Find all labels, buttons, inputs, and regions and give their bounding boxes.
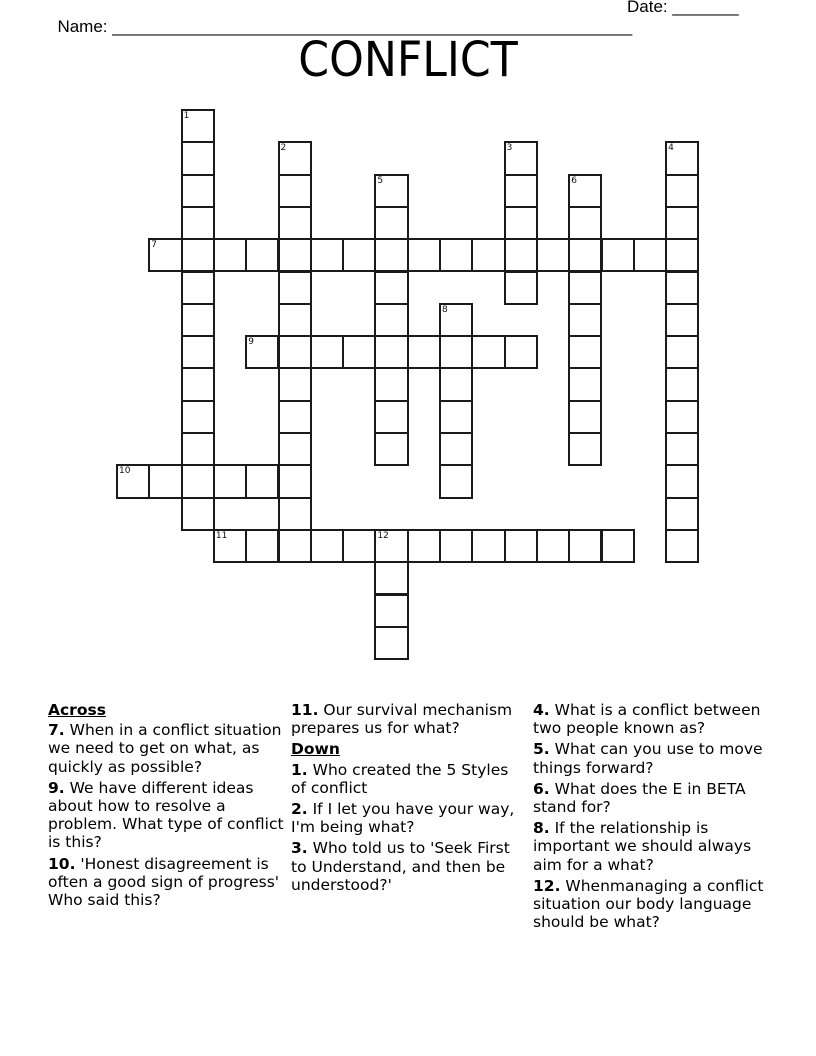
grid-cell[interactable] bbox=[601, 529, 635, 563]
clue-text: 'Honest disagreement is often a good sign of progress' Who said this? bbox=[48, 854, 280, 910]
grid-cell[interactable] bbox=[665, 271, 699, 305]
clue-down-5 bbox=[533, 740, 769, 776]
clue-text: What can you use to move things forward? bbox=[533, 740, 763, 777]
grid-cell[interactable] bbox=[181, 271, 215, 305]
grid-cell[interactable] bbox=[374, 206, 408, 240]
grid-cell[interactable] bbox=[278, 367, 312, 401]
grid-cell[interactable] bbox=[278, 303, 312, 337]
grid-cell[interactable] bbox=[407, 238, 441, 272]
grid-cell[interactable] bbox=[665, 529, 699, 563]
grid-cell[interactable] bbox=[633, 238, 667, 272]
grid-cell[interactable] bbox=[181, 206, 215, 240]
grid-cell[interactable] bbox=[278, 432, 312, 466]
clue-number-label: 9 bbox=[248, 337, 254, 348]
clue-text: Who told us to 'Seek First to Understand, and then be understood?' bbox=[291, 839, 510, 894]
grid-cell[interactable] bbox=[665, 303, 699, 337]
clue-down-4 bbox=[533, 701, 769, 737]
clue-number: 4. bbox=[533, 701, 550, 719]
puzzle-title: CONFLICT bbox=[298, 32, 518, 88]
clue-down-6 bbox=[533, 780, 769, 816]
clue-down-3 bbox=[291, 839, 527, 894]
grid-cell[interactable] bbox=[568, 335, 602, 369]
grid-cell[interactable] bbox=[568, 529, 602, 563]
clue-number-label: 1 bbox=[183, 111, 190, 121]
grid-cell[interactable] bbox=[439, 464, 473, 498]
grid-cell[interactable] bbox=[407, 335, 441, 369]
clue-text: What does the E in BETA stand for? bbox=[533, 779, 746, 817]
grid-cell[interactable] bbox=[213, 464, 247, 498]
clue-text: If the relationship is important we should always aim for a what? bbox=[533, 819, 752, 874]
grid-cell[interactable] bbox=[181, 109, 215, 143]
grid-cell[interactable] bbox=[148, 464, 182, 498]
grid-cell[interactable] bbox=[374, 271, 408, 305]
clue-number-label: 2 bbox=[280, 143, 287, 154]
clue-down-1 bbox=[291, 761, 527, 797]
grid-cell[interactable] bbox=[278, 335, 312, 369]
grid-cell[interactable] bbox=[181, 238, 215, 272]
clue-down-12 bbox=[533, 877, 769, 932]
grid-cell[interactable] bbox=[278, 497, 312, 531]
grid-cell[interactable] bbox=[504, 174, 538, 208]
grid-cell[interactable] bbox=[568, 174, 602, 208]
grid-cell[interactable] bbox=[536, 238, 570, 272]
grid-cell[interactable] bbox=[278, 206, 312, 240]
grid-cell[interactable] bbox=[471, 529, 505, 563]
clue-number-label: 7 bbox=[151, 240, 158, 251]
grid-cell[interactable] bbox=[665, 367, 699, 401]
grid-cell[interactable] bbox=[568, 238, 602, 272]
grid-cell[interactable] bbox=[568, 432, 602, 466]
clue-number-label: 5 bbox=[377, 175, 384, 186]
clue-number: 1. bbox=[291, 760, 308, 779]
grid-cell[interactable] bbox=[245, 529, 279, 563]
grid-cell[interactable] bbox=[504, 206, 538, 240]
grid-cell[interactable] bbox=[342, 529, 376, 563]
clue-text: We have different ideas about how to resolve a problem. What type of conflict is this? bbox=[48, 778, 284, 852]
clue-across-9 bbox=[48, 779, 284, 852]
clue-text: Our survival mechanism prepares us for what? bbox=[291, 701, 513, 738]
clues-column-2 bbox=[291, 701, 527, 897]
grid-cell[interactable] bbox=[439, 335, 473, 369]
grid-cell[interactable] bbox=[278, 141, 312, 175]
down-heading: Down bbox=[291, 740, 340, 759]
grid-cell[interactable] bbox=[181, 497, 215, 531]
grid-cell[interactable] bbox=[213, 529, 247, 563]
grid-cell[interactable] bbox=[439, 303, 473, 337]
grid-cell[interactable] bbox=[568, 271, 602, 305]
grid-cell[interactable] bbox=[665, 335, 699, 369]
grid-cell[interactable] bbox=[374, 561, 408, 595]
clue-text: What is a conflict between two people known as? bbox=[533, 701, 761, 738]
grid-cell[interactable] bbox=[374, 432, 408, 466]
grid-cell[interactable] bbox=[665, 497, 699, 531]
grid-cell[interactable] bbox=[148, 238, 182, 272]
clue-number-label: 4 bbox=[668, 143, 674, 154]
grid-cell[interactable] bbox=[181, 464, 215, 498]
grid-cell[interactable] bbox=[374, 626, 408, 660]
grid-cell[interactable] bbox=[504, 529, 538, 563]
grid-cell[interactable] bbox=[116, 464, 150, 498]
grid-cell[interactable] bbox=[439, 238, 473, 272]
clue-number: 6. bbox=[533, 779, 550, 798]
clue-number: 12. bbox=[533, 876, 561, 895]
grid-cell[interactable] bbox=[665, 464, 699, 498]
grid-cell[interactable] bbox=[439, 400, 473, 434]
grid-cell[interactable] bbox=[181, 367, 215, 401]
grid-cell[interactable] bbox=[471, 335, 505, 369]
grid-cell[interactable] bbox=[278, 529, 312, 563]
clue-number-label: 6 bbox=[571, 175, 577, 186]
clue-text: If I let you have your way, I'm being what? bbox=[291, 800, 515, 837]
grid-cell[interactable] bbox=[181, 141, 215, 175]
grid-cell[interactable] bbox=[278, 238, 312, 272]
clue-across-7 bbox=[48, 721, 284, 776]
grid-cell[interactable] bbox=[407, 529, 441, 563]
clue-number: 10. bbox=[48, 854, 76, 873]
clue-number: 3. bbox=[291, 839, 308, 858]
grid-cell[interactable] bbox=[278, 271, 312, 305]
grid-cell[interactable] bbox=[374, 529, 408, 563]
clues-column-1 bbox=[48, 701, 284, 912]
grid-cell[interactable] bbox=[504, 271, 538, 305]
clue-number-label: 10 bbox=[119, 466, 131, 477]
grid-cell[interactable] bbox=[181, 303, 215, 337]
grid-cell[interactable] bbox=[310, 529, 344, 563]
grid-cell[interactable] bbox=[439, 367, 473, 401]
grid-cell[interactable] bbox=[181, 174, 215, 208]
grid-cell[interactable] bbox=[439, 432, 473, 466]
grid-cell[interactable] bbox=[245, 464, 279, 498]
grid-cell[interactable] bbox=[181, 432, 215, 466]
grid-cell[interactable] bbox=[536, 529, 570, 563]
grid-cell[interactable] bbox=[471, 238, 505, 272]
grid-cell[interactable] bbox=[568, 400, 602, 434]
grid-cell[interactable] bbox=[568, 303, 602, 337]
clue-across-10 bbox=[48, 855, 284, 910]
clue-text: Who created the 5 Styles of conflict bbox=[291, 760, 509, 797]
grid-cell[interactable] bbox=[504, 335, 538, 369]
clue-number: 5. bbox=[533, 740, 550, 759]
date-field[interactable]: Date: _______ bbox=[627, 0, 739, 16]
clue-down-2 bbox=[291, 800, 527, 836]
grid-cell[interactable] bbox=[568, 206, 602, 240]
grid-cell[interactable] bbox=[278, 400, 312, 434]
grid-cell[interactable] bbox=[181, 335, 215, 369]
grid-cell[interactable] bbox=[310, 335, 344, 369]
clue-number-label: 8 bbox=[442, 304, 448, 315]
grid-cell[interactable] bbox=[665, 432, 699, 466]
grid-cell[interactable] bbox=[374, 238, 408, 272]
clue-number-label: 11 bbox=[215, 530, 228, 541]
clue-number-label: 3 bbox=[506, 143, 513, 154]
grid-cell[interactable] bbox=[342, 238, 376, 272]
clue-number: 7. bbox=[48, 721, 65, 740]
grid-cell[interactable] bbox=[601, 238, 635, 272]
grid-cell[interactable] bbox=[665, 141, 699, 175]
grid-cell[interactable] bbox=[665, 238, 699, 272]
grid-cell[interactable] bbox=[374, 303, 408, 337]
clue-number: 8. bbox=[533, 819, 550, 838]
grid-cell[interactable] bbox=[374, 594, 408, 628]
grid-cell[interactable] bbox=[245, 238, 279, 272]
grid-cell[interactable] bbox=[374, 367, 408, 401]
grid-cell[interactable] bbox=[504, 238, 538, 272]
clue-text: When in a conflict situation we need to get on what, as quickly as possible? bbox=[48, 721, 282, 776]
grid-cell[interactable] bbox=[310, 238, 344, 272]
grid-cell[interactable] bbox=[213, 238, 247, 272]
clue-number: 9. bbox=[48, 778, 65, 797]
across-heading: Across bbox=[48, 701, 106, 719]
grid-cell[interactable] bbox=[278, 174, 312, 208]
clue-number-label: 12 bbox=[377, 530, 389, 541]
clues-column-3 bbox=[533, 701, 769, 934]
clue-text: Whenmanaging a conflict situation our body language should be what? bbox=[533, 876, 764, 932]
clue-down-8 bbox=[533, 819, 769, 874]
grid-cell[interactable] bbox=[245, 335, 279, 369]
grid-cell[interactable] bbox=[374, 335, 408, 369]
grid-cell[interactable] bbox=[181, 400, 215, 434]
grid-cell[interactable] bbox=[665, 400, 699, 434]
name-field[interactable]: Name: _______________________________________________________ bbox=[57, 17, 633, 36]
grid-cell[interactable] bbox=[374, 400, 408, 434]
grid-cell[interactable] bbox=[278, 464, 312, 498]
grid-cell[interactable] bbox=[665, 174, 699, 208]
grid-cell[interactable] bbox=[342, 335, 376, 369]
grid-cell[interactable] bbox=[504, 141, 538, 175]
grid-cell[interactable] bbox=[665, 206, 699, 240]
grid-cell[interactable] bbox=[439, 529, 473, 563]
grid-cell[interactable] bbox=[374, 174, 408, 208]
clue-number: 2. bbox=[291, 800, 308, 819]
clue-across-11 bbox=[291, 701, 527, 737]
grid-cell[interactable] bbox=[568, 367, 602, 401]
clue-number: 11. bbox=[291, 701, 319, 719]
